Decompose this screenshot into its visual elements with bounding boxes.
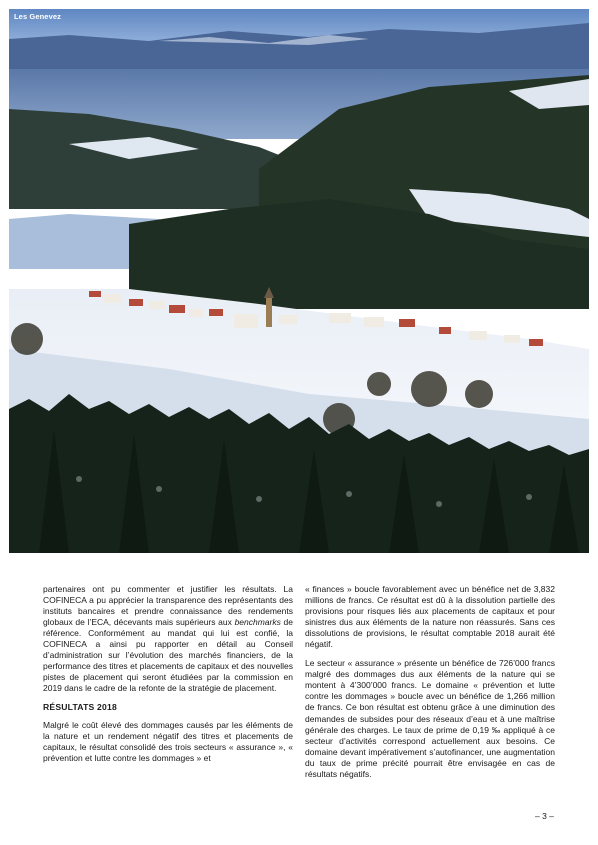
paragraph	[43, 584, 293, 694]
photo-caption: Les Genevez	[14, 12, 61, 21]
paragraph: Le secteur « assurance » présente un bénéfice de 726’000 francs malgré des dommages dus aux éléments de la nature qui se montent à 4’300’000 francs. Le domaine « prévention et lutte contre les dommages » boucle avec un bénéfice de 1,266 million de francs. Ce bon résultat est obtenu grâce à une diminution des demandes de subsides pour des réseaux d’eau et à une maîtrise générale des charges. Le taux de prime de 0,19 ‰ appliqué à ce secteur d’activités correspond actuellement aux besoins. Ce domaine devant impérativement s’autofinancer, une augmentation du taux de prime précité pourrait être envisagée en cas de résultats négatifs.	[305, 658, 555, 779]
winter-village-image	[9, 9, 589, 553]
paragraph: Malgré le coût élevé des dommages causés par les éléments de la nature et un rendement négatif des titres et placements de capitaux, le résultat consolidé des trois secteurs « assurance », « prévention et lutte contre les dommages » et	[43, 719, 293, 763]
text-column-right	[305, 584, 555, 788]
text-column-left	[43, 584, 293, 772]
paragraph-text: partenaires ont pu commenter et justifier les résultats. La COFINECA a pu apprécier la transparence des représentants des instituts bancaires et prendre connaissance des rendements globaux de l’ECA, décevants mais supérieurs aux	[43, 584, 293, 628]
paragraph-text: de référence. Conformément au mandat qui lui est confié, la COFINECA a ainsi pu rapporter en détail au Conseil d’administration sur l’évolution des marchés financiers, de la performance des titres et placements de capitaux et des nouvelles pistes de placement qui seront étudiées par la commission en 2019 dans le cadre de la refonte de la stratégie de placement.	[43, 617, 293, 694]
paragraph: « finances » boucle favorablement avec un bénéfice net de 3,832 millions de francs. Ce résultat est dû à la dissolution partielle des provisions pour risques liés aux placements de capitaux et pour sinistres dus aux éléments de la nature non réassurés. Sans ces dissolutions de provisions, le résultat comptable 2018 aurait été négatif.	[305, 584, 555, 650]
landscape-photo	[9, 9, 589, 553]
page-number: – 3 –	[535, 811, 554, 821]
italic-term: benchmarks	[234, 617, 281, 628]
section-heading: RÉSULTATS 2018	[43, 702, 117, 713]
